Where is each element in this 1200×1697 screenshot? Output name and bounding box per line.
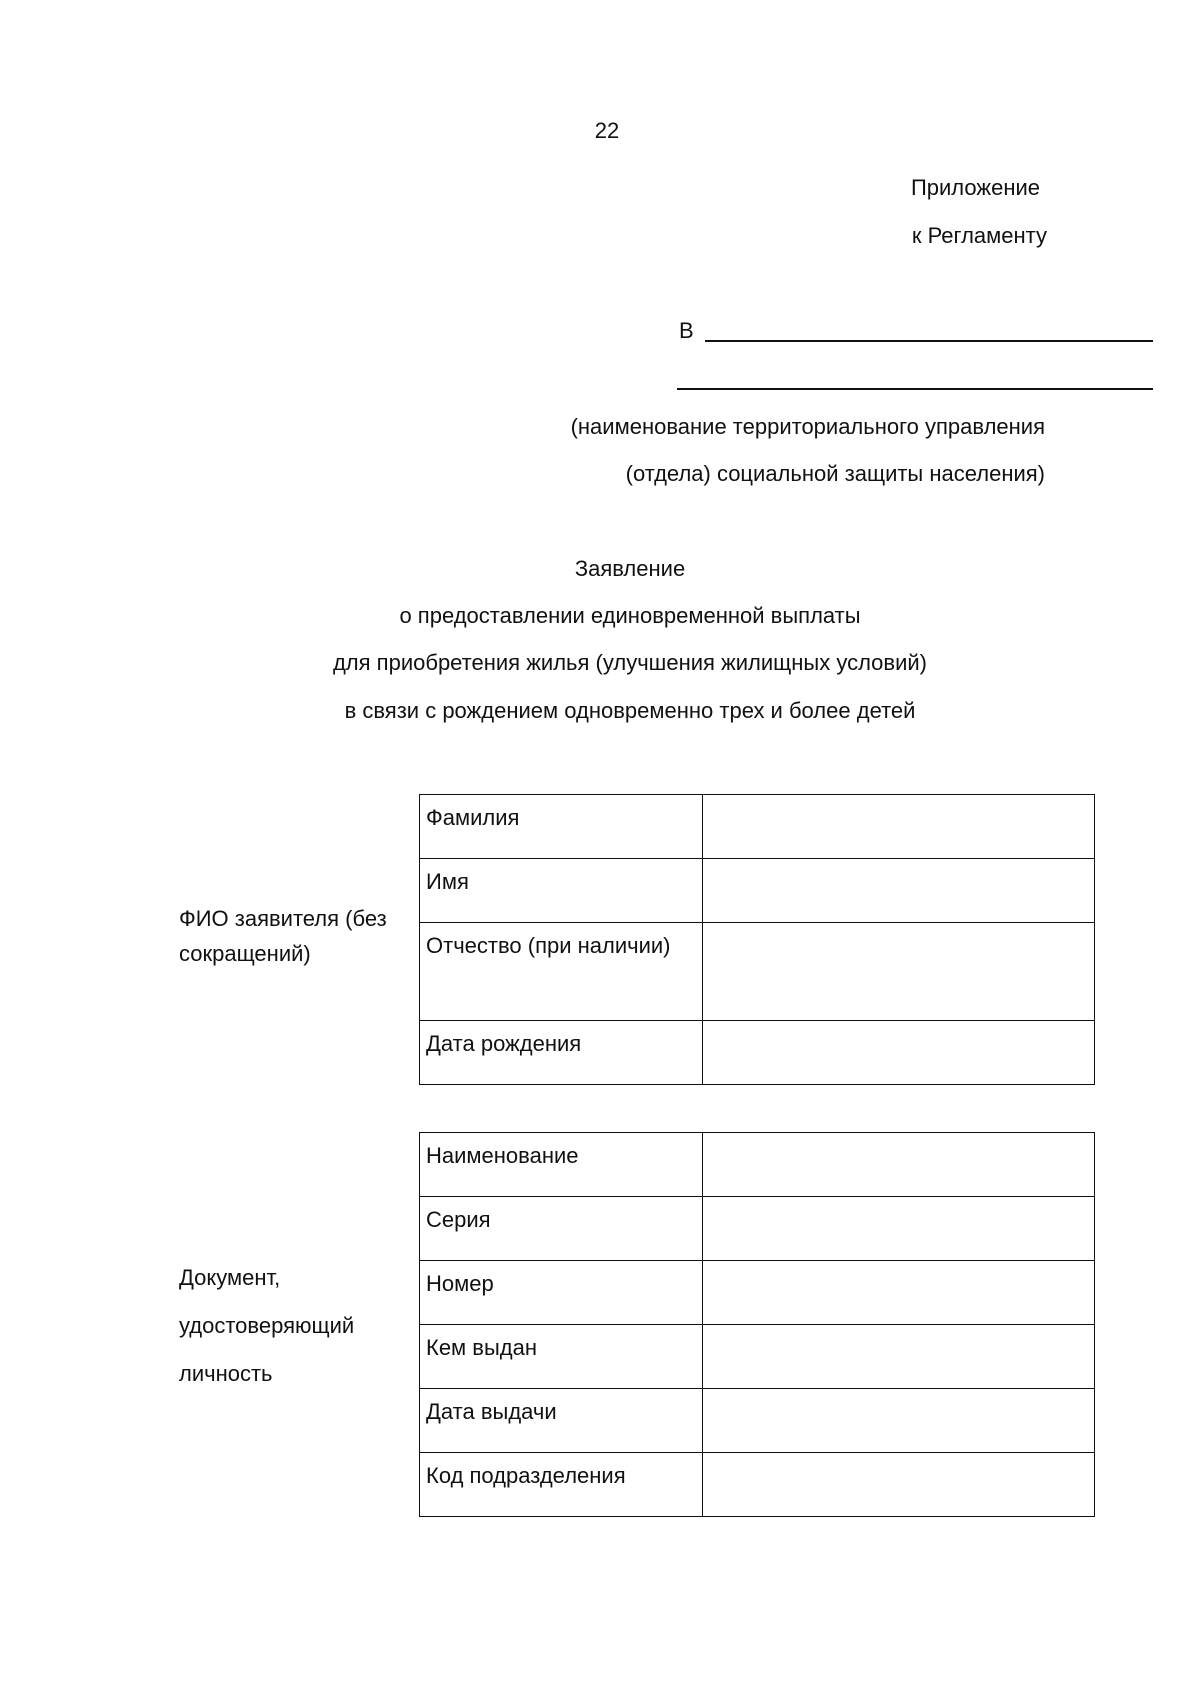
row-label-first-name: Имя: [420, 859, 703, 923]
table-row: [420, 795, 1095, 859]
table-row: [420, 1453, 1095, 1517]
applicant-section-label: ФИО заявителя (без сокращений): [179, 906, 387, 966]
last-name-field[interactable]: [703, 795, 1095, 859]
document-title-line-4: в связи с рождением одновременно трех и более детей: [344, 698, 916, 723]
row-label-patronymic: Отчество (при наличии): [420, 923, 703, 1021]
table-row: [420, 923, 1095, 1021]
issued-by-field[interactable]: [703, 1325, 1095, 1389]
division-code-field[interactable]: [703, 1453, 1095, 1517]
id-document-table: [419, 1132, 1095, 1517]
table-row: [420, 1325, 1095, 1389]
patronymic-field[interactable]: [703, 923, 1095, 1021]
document-title-line-3: для приобретения жилья (улучшения жилищных условий): [332, 650, 928, 675]
row-label-division-code: Код подразделения: [420, 1453, 703, 1517]
birth-date-field[interactable]: [703, 1021, 1095, 1085]
series-field[interactable]: [703, 1197, 1095, 1261]
issue-date-field[interactable]: [703, 1389, 1095, 1453]
row-label-issued-by: Кем выдан: [420, 1325, 703, 1389]
row-label-birth-date: Дата рождения: [420, 1021, 703, 1085]
row-label-number: Номер: [420, 1261, 703, 1325]
row-label-series: Серия: [420, 1197, 703, 1261]
id-document-section-label: Документ, удостоверяющий личность: [179, 1265, 355, 1386]
addressee-hint-line-1: (наименование территориального управления: [570, 414, 1045, 439]
document-title-line-2: о предоставлении единовременной выплаты: [399, 603, 861, 628]
addressee-prefix: В: [679, 318, 694, 343]
page-number: 22: [594, 118, 620, 143]
addressee-blank-line-2[interactable]: [677, 388, 1153, 390]
table-row: [420, 1133, 1095, 1197]
addressee-hint-line-2: (отдела) социальной защиты населения): [625, 461, 1045, 486]
table-row: [420, 1261, 1095, 1325]
first-name-field[interactable]: [703, 859, 1095, 923]
table-row: [420, 1197, 1095, 1261]
appendix-title: Приложение: [910, 175, 1040, 200]
row-label-last-name: Фамилия: [420, 795, 703, 859]
number-field[interactable]: [703, 1261, 1095, 1325]
appendix-subtitle: к Регламенту: [911, 223, 1047, 248]
row-label-doc-name: Наименование: [420, 1133, 703, 1197]
applicant-table: [419, 794, 1095, 1085]
document-title: Заявление: [574, 556, 686, 581]
table-row: [420, 1389, 1095, 1453]
row-label-issue-date: Дата выдачи: [420, 1389, 703, 1453]
doc-name-field[interactable]: [703, 1133, 1095, 1197]
table-row: [420, 1021, 1095, 1085]
addressee-blank-line-1[interactable]: [705, 340, 1153, 342]
table-row: [420, 859, 1095, 923]
